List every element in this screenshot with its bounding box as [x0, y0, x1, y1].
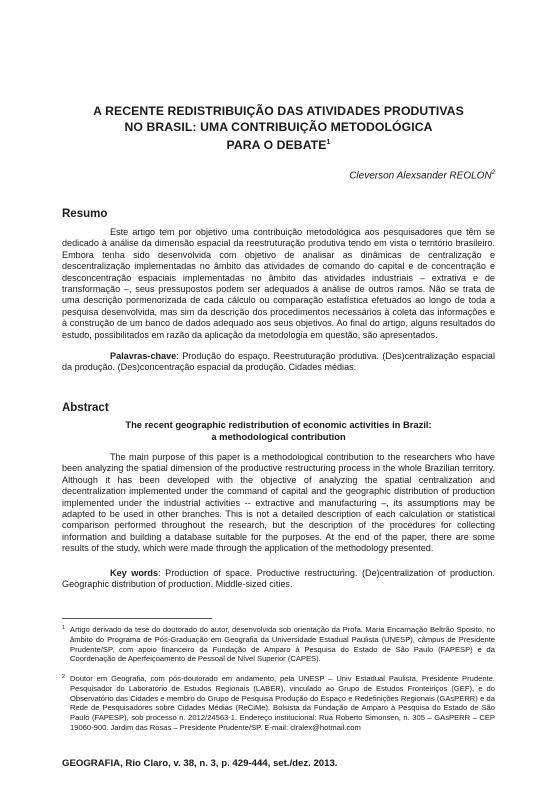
author-name: Cleverson Alexsander REOLON	[349, 170, 492, 182]
abstract-title-line-2: a methodological contribution	[211, 430, 346, 442]
footnote-2-number: 2	[62, 674, 66, 680]
title-footnote-marker: 1	[326, 139, 331, 146]
abstract-keywords-label: Key words	[110, 568, 159, 578]
resumo-keywords-label: Palavras-chave	[110, 351, 177, 361]
title-line-1: A RECENTE REDISTRIBUIÇÃO DAS ATIVIDADES PRODUTIVAS	[93, 104, 464, 118]
author-footnote-marker: 2	[491, 170, 495, 176]
footnote-2-text: Doutor em Geografia, com pós-doutorado em andamento, pela UNESP – Univ Estadual Paulista, Presidente Prudente. Pesquisador do Laboratório de Estudos Regionais (LABER), vinculado ao Grupo de Estudos Fronteiriços (GEF), e do Observatório das Cidades e membro do Grupo de Pesquisa Produção do Espaço e Redefinições Regionais (GAsPERR) e da Rede de Pesquisadores sobre Cidades Médias (ReCiMe). Bolsista da Fundação de Amparo à Pesquisa do Estado de São Paulo (FAPESP), sob processo n. 2012/24563-1. Endereço institucional: Rua Roberto Simonsen, n. 305 – GAsPERR – CEP 19060-900. Jardim das Rosas – Presidente Prudente/SP. E-mail: clralex@hotmail.com	[70, 674, 495, 732]
abstract-keywords-text: : Production of space. Productive restructuring. (De)centralization of production. Geographic distribution of production. Middle-sized cities.	[62, 568, 495, 590]
resumo-keywords-text: : Produção do espaço. Reestruturação produtiva. (Des)centralização espacial da produção. (Des)concentração espacial da produção. Cidades médias.	[62, 351, 495, 373]
resumo-body: Este artigo tem por objetivo uma contribuição metodológica aos pesquisadores que têm se dedicado à análise da dimensão espacial da reestruturação produtiva tendo em vista o território brasileiro. Embora tenha sido desenvolvida com objetivo de analisar as dinâmicas de centralização e descentralização implementadas no âmbito das atividades de comando do capital e de concentração e desconcentração espaciais implementadas no âmbito das atividades industriais – extrativa e de transformação –, seus pressupostos podem ser adequados à análise de outros ramos. Não se trata de uma descrição pormenorizada de cada cálculo ou comparação estatística efetuados ao longo de toda a pesquisa desenvolvida, mas sim da descrição dos procedimentos necessários à coleta das informações e à construção de um banco de dados adequado aos seus objetivos. Ao final do artigo, alguns resultados do estudo, possibilitados em razão da aplicação da metodologia em questão, são apresentados.	[62, 227, 495, 340]
abstract-title	[62, 419, 495, 442]
journal-footer: GEOGRAFIA, Rio Claro, v. 38, n. 3, p. 429-444, set./dez. 2013.	[62, 758, 338, 769]
abstract-heading: Abstract	[62, 402, 109, 414]
abstract-title-line-1: The recent geographic redistribution of economic activities in Brazil:	[125, 419, 432, 430]
footnote-1	[62, 625, 495, 664]
title-line-3	[62, 135, 495, 154]
resumo-keywords	[62, 351, 495, 374]
title-line-2: NO BRASIL: UMA CONTRIBUIÇÃO METODOLÓGICA	[124, 119, 433, 134]
abstract-keywords	[62, 568, 495, 591]
resumo-heading: Resumo	[62, 208, 108, 220]
footnote-divider	[62, 618, 212, 619]
article-title	[62, 104, 495, 154]
abstract-body: The main purpose of this paper is a methodological contribution to the researchers who have been analyzing the spatial dimension of the productive restructuring process in the whole Brazilian territory. Although it has been developed with the objective of analyzing the spatial centralization and decentralization implemented under the command of capital and the geographic distribution of production implemented under the industrial activities -- extractive and manufacturing –, its assumptions may be adapted to be used in other branches. This is not a detailed description of each calculation or statistical comparison performed throughout the research, but the description of the procedures for collecting information and building a database suitable for the purposes. At the end of the paper, there are some results of the study, which were made through the application of the methodology presented.	[62, 452, 495, 554]
footnote-1-number: 1	[62, 625, 66, 631]
author-byline	[349, 170, 495, 181]
title-line-3-text: PARA O DEBATE	[226, 138, 327, 153]
footnote-2	[62, 674, 495, 733]
footnote-1-text: Artigo derivado da tese do doutorado do autor, desenvolvida sob orientação da Profa. Maria Encarnação Beltrão Sposito, no âmbito do Programa de Pós-Graduação em Geografia da Universidade Estadual Paulista (UNESP), câmpus de Presidente Prudente/SP, com apoio financeiro da Fundação de Amparo à Pesquisa do Estado de São Paulo (FAPESP) e da Coordenação de Aperfeiçoamento de Pessoal de Nível Superior (CAPES).	[70, 625, 495, 664]
